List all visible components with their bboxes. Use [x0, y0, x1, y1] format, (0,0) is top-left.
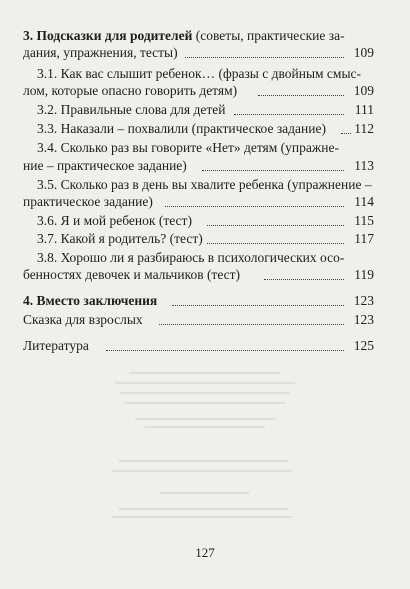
- leader-dots: [264, 266, 344, 284]
- leader-dots: [185, 44, 344, 62]
- toc-entry-3-1[interactable]: [0, 82, 410, 100]
- section-4-title: 4. Вместо заключения: [23, 293, 158, 308]
- toc-entry-3-4-line1: [0, 139, 410, 157]
- toc-entry-3-2[interactable]: [0, 101, 410, 119]
- toc-entry-3-4[interactable]: [0, 157, 410, 175]
- page-ref: 112: [354, 121, 374, 136]
- page-ref: 109: [353, 45, 374, 60]
- page-ref: 125: [353, 338, 374, 353]
- page-ref: 115: [354, 213, 374, 228]
- toc-entry-3-8[interactable]: [0, 266, 410, 284]
- fairy-tale-text: Сказка для взрослых: [23, 312, 143, 327]
- entry-3-1-text-2: лом, которые опасно говорить детям): [23, 83, 238, 98]
- leader-dots: [159, 311, 344, 329]
- toc-entry-3-8-line1: [0, 249, 410, 267]
- toc-entry-3-7[interactable]: [0, 230, 410, 248]
- entry-3-5-text-1: 3.5. Сколько раз в день вы хвалите ребенка (упражнение –: [37, 177, 372, 192]
- toc-entry-3-1-line1: [0, 65, 410, 83]
- toc-entry-section-4[interactable]: [0, 292, 410, 310]
- entry-3-8-text-1: 3.8. Хорошо ли я разбираюсь в психологических осо-: [37, 250, 345, 265]
- page-ref: 117: [354, 231, 374, 246]
- leader-dots: [234, 101, 344, 119]
- leader-dots: [165, 193, 344, 211]
- section-3-title-rest: (советы, практические за-: [192, 28, 345, 43]
- page-ref: 113: [354, 158, 374, 173]
- toc-entry-fairy-tale[interactable]: [0, 311, 410, 329]
- page-ref: 114: [354, 194, 374, 209]
- toc-entry-section-3[interactable]: [0, 44, 410, 62]
- leader-dots: [258, 82, 344, 100]
- leader-dots: [207, 230, 344, 248]
- literature-text: Литература: [23, 338, 89, 353]
- page-ref: 109: [353, 83, 374, 98]
- leader-dots: [172, 292, 344, 310]
- toc-section-3-title-line: [0, 27, 410, 45]
- entry-3-7-text: 3.7. Какой я родитель? (тест): [37, 231, 203, 246]
- page-ref: 111: [354, 102, 374, 117]
- toc-entry-3-5-line1: [0, 176, 410, 194]
- entry-3-2-text: 3.2. Правильные слова для детей: [37, 102, 226, 117]
- entry-3-3-text: 3.3. Наказали – похвалили (практическое задание): [37, 121, 326, 136]
- entry-3-4-text-1: 3.4. Сколько раз вы говорите «Нет» детям (упражне-: [37, 140, 339, 155]
- entry-3-4-text-2: ние – практическое задание): [23, 158, 187, 173]
- leader-dots: [207, 212, 344, 230]
- entry-3-5-text-2: практическое задание): [23, 194, 153, 209]
- entry-3-1-text-1: 3.1. Как вас слышит ребенок… (фразы с двойным смыс-: [37, 66, 362, 81]
- entry-3-6-text: 3.6. Я и мой ребенок (тест): [37, 213, 192, 228]
- section-3-title-cont: дания, упражнения, тесты): [23, 45, 178, 60]
- section-3-title: 3. Подсказки для родителей: [23, 28, 193, 43]
- leader-dots: [106, 337, 344, 355]
- toc-entry-3-6[interactable]: [0, 212, 410, 230]
- leader-dots: [341, 120, 351, 138]
- page-ref: 123: [353, 293, 374, 308]
- page-number: 127: [195, 545, 215, 560]
- toc-entry-3-5[interactable]: [0, 193, 410, 211]
- toc-entry-literature[interactable]: [0, 337, 410, 355]
- page-ref: 119: [354, 267, 374, 282]
- entry-3-8-text-2: бенностях девочек и мальчиков (тест): [23, 267, 241, 282]
- page-ref: 123: [353, 312, 374, 327]
- leader-dots: [202, 157, 344, 175]
- toc-entry-3-3[interactable]: [0, 120, 410, 138]
